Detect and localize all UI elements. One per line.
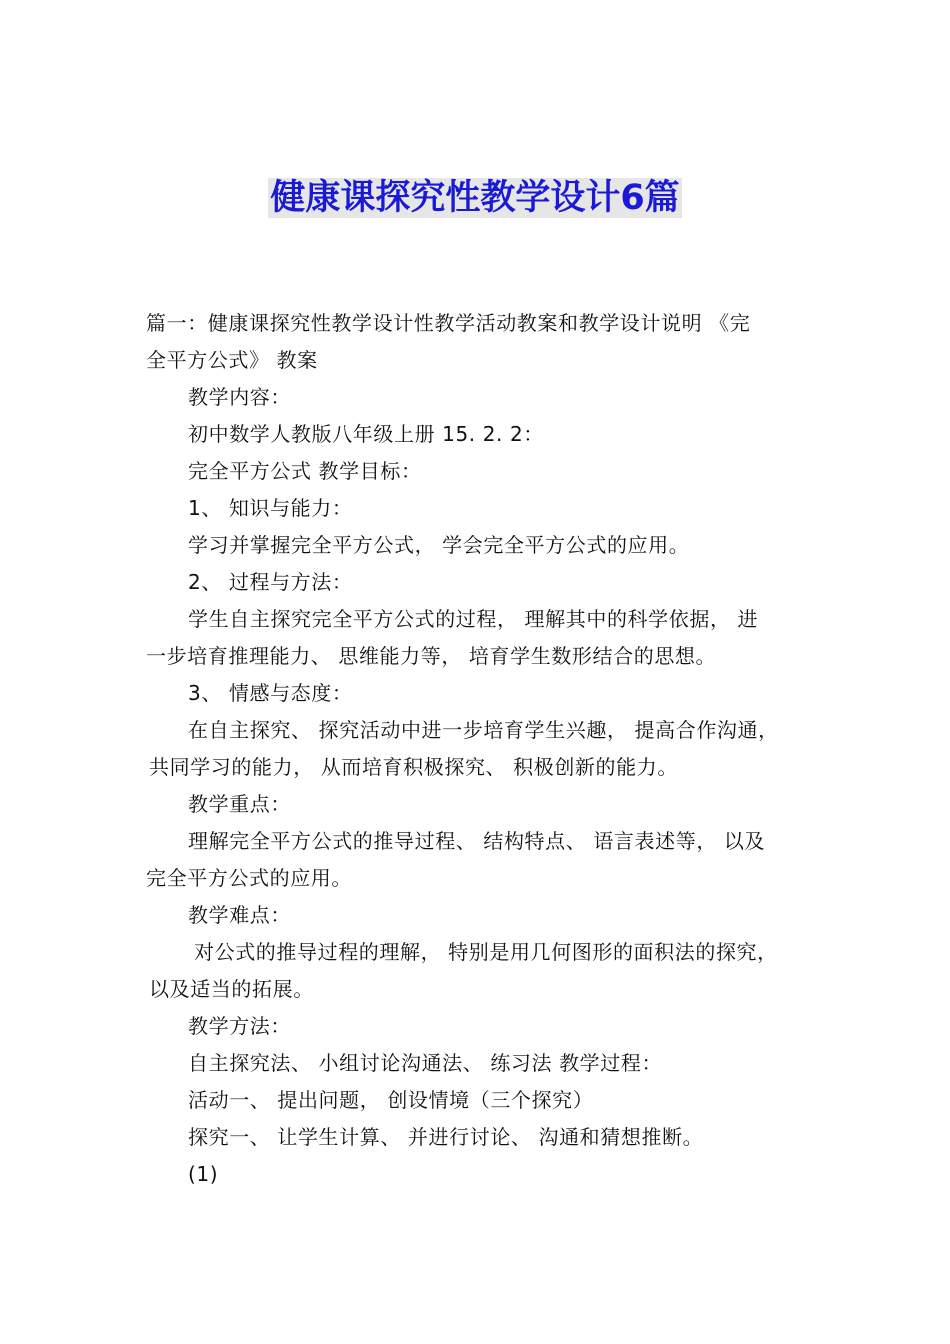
document-title bbox=[0, 172, 950, 224]
paragraph-line: 理解完全平方公式的推导过程、 结构特点、 语言表述等， 以及 bbox=[188, 829, 766, 853]
paragraph-line: 共同学习的能力， 从而培育积极探究、 积极创新的能力。 bbox=[149, 755, 678, 779]
paragraph-line: (1) bbox=[188, 1162, 219, 1186]
paragraph-line: 初中数学人教版八年级上册 15. 2. 2： bbox=[188, 422, 544, 446]
paragraph-line: 1、 知识与能力： bbox=[188, 496, 353, 520]
paragraph-line: 活动一、 提出问题， 创设情境（三个探究） bbox=[188, 1088, 594, 1112]
paragraph-line: 2、 过程与方法： bbox=[188, 570, 353, 594]
paragraph-line: 教学重点： bbox=[188, 792, 291, 816]
paragraph-line: 3、 情感与态度： bbox=[188, 681, 353, 705]
paragraph-line: 教学方法： bbox=[188, 1014, 291, 1038]
paragraph-line: 一步培育推理能力、 思维能力等， 培育学生数形结合的思想。 bbox=[146, 644, 717, 668]
paragraph-line: 教学难点： bbox=[188, 903, 291, 927]
paragraph-line: 完全平方公式的应用。 bbox=[146, 866, 352, 890]
paragraph-line: 自主探究法、 小组讨论沟通法、 练习法 教学过程： bbox=[188, 1051, 663, 1075]
paragraph-line: 学生自主探究完全平方公式的过程， 理解其中的科学依据， 进 bbox=[188, 607, 759, 631]
paragraph-line: 探究一、 让学生计算、 并进行讨论、 沟通和猜想推断。 bbox=[188, 1125, 704, 1149]
paragraph-line: 教学内容： bbox=[188, 385, 291, 409]
document-body bbox=[146, 305, 816, 1193]
paragraph-line: 全平方公式》 教案 bbox=[146, 348, 318, 372]
paragraph-line: 学习并掌握完全平方公式， 学会完全平方公式的应用。 bbox=[188, 533, 690, 557]
paragraph-line: 对公式的推导过程的理解， 特别是用几何图形的面积法的探究， bbox=[194, 940, 778, 964]
document-title-text: 健康课探究性教学设计6篇 bbox=[270, 178, 680, 218]
paragraph-line: 完全平方公式 教学目标： bbox=[188, 459, 422, 483]
paragraph-line: 在自主探究、 探究活动中进一步培育学生兴趣， 提高合作沟通， bbox=[188, 718, 779, 742]
paragraph-line: 篇一：健康课探究性教学设计性教学活动教案和教学设计说明 《完 bbox=[146, 311, 751, 335]
paragraph-line: 以及适当的拓展。 bbox=[149, 977, 314, 1001]
